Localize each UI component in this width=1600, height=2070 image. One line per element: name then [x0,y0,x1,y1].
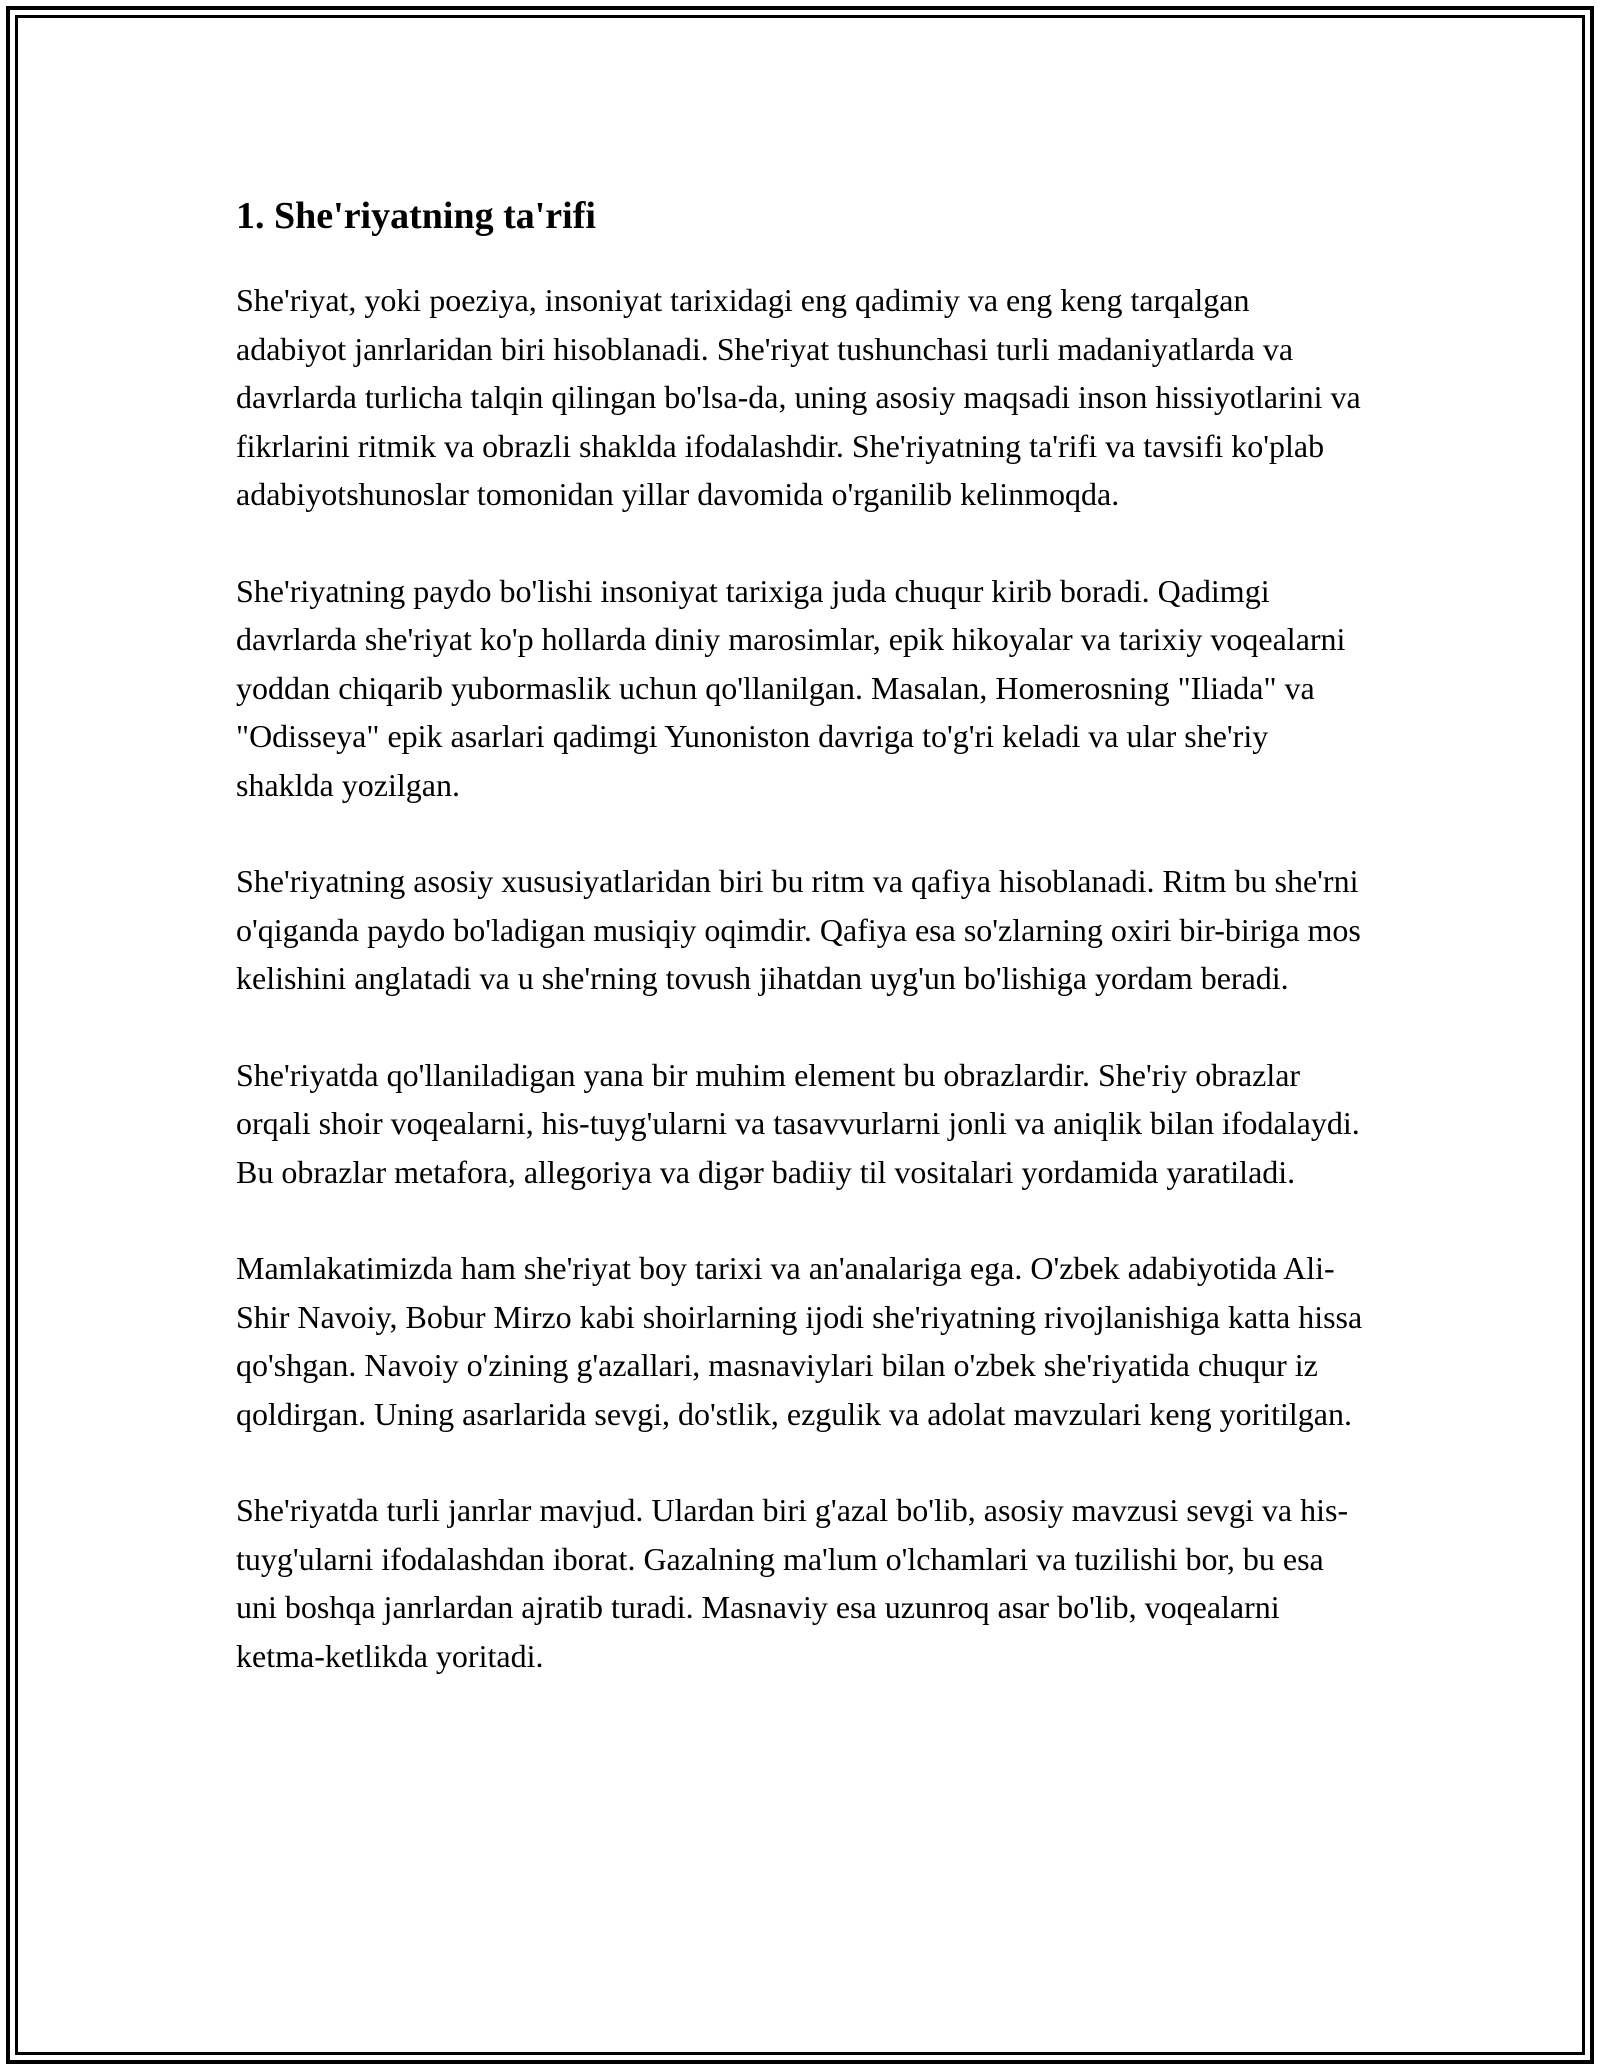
paragraph-genres: She'riyatda turli janrlar mavjud. Ulardan biri g'azal bo'lib, asosiy mavzusi sevgi va his-tuyg'ularni ifodalashdan iborat. Gazalning ma'lum o'lchamlari va tuzilishi bor, bu esa uni boshqa janrlardan ajratib turadi. Masnaviy esa uzunroq asar bo'lib, voqealarni ketma-ketlikda yoritadi. [236,1492,1349,1674]
paragraph-definition: She'riyat, yoki poeziya, insoniyat tarixidagi eng qadimiy va eng keng tarqalgan adabiyot janrlaridan biri hisoblanadi. She'riyat tushunchasi turli madaniyatlarda va davrlarda turlicha talqin qilingan bo'lsa-da, uning asosiy maqsadi inson hissiyotlarini va fikrlarini ritmik va obrazli shaklda ifodalashdir. She'riyatning ta'rifi va tavsifi ko'plab adabiyotshunoslar tomonidan yillar davomida o'rganilib kelinmoqda. [236,282,1361,512]
paragraph-uzbek-poetry: Mamlakatimizda ham she'riyat boy tarixi va an'analariga ega. O'zbek adabiyotida Ali-Shir Navoiy, Bobur Mirzo kabi shoirlarning ijodi she'riyatning rivojlanishiga katta hissa qo'shgan. Navoiy o'zining g'azallari, masnaviylari bilan o'zbek she'riyatida chuqur iz qoldirgan. Uning asarlarida sevgi, do'stlik, ezgulik va adolat mavzulari keng yoritilgan. [236,1250,1363,1432]
paragraph-rhythm-rhyme: She'riyatning asosiy xususiyatlaridan biri bu ritm va qafiya hisoblanadi. Ritm bu she'rni o'qiganda paydo bo'ladigan musiqiy oqimdir. Qafiya esa so'zlarning oxiri bir-biriga mos kelishini anglatadi va u she'rning tovush jihatdan uyg'un bo'lishiga yordam beradi. [236,863,1361,996]
document-body [236,188,1366,1680]
paragraph-imagery: She'riyatda qo'llaniladigan yana bir muhim element bu obrazlardir. She'riy obrazlar orqali shoir voqealarni, his-tuyg'ularni va tasavvurlarni jonli va aniqlik bilan ifodalaydi. Bu obrazlar metafora, allegoriya va digər badiiy til vositalari yordamida yaratiladi. [236,1056,1360,1190]
section-heading: 1. She'riyatning ta'rifi [236,195,596,237]
paragraph-origins: She'riyatning paydo bo'lishi insoniyat tarixiga juda chuqur kirib boradi. Qadimgi davrlarda she'riyat ko'p hollarda diniy marosimlar, epik hikoyalar va tarixiy voqealarni yoddan chiqarib yubormaslik uchun qo'llanilgan. Masalan, Homerosning "Iliada" va "Odisseya" epik asarlari qadimgi Yunoniston davriga to'g'ri keladi va ular she'riy shaklda yozilgan. [236,572,1346,803]
